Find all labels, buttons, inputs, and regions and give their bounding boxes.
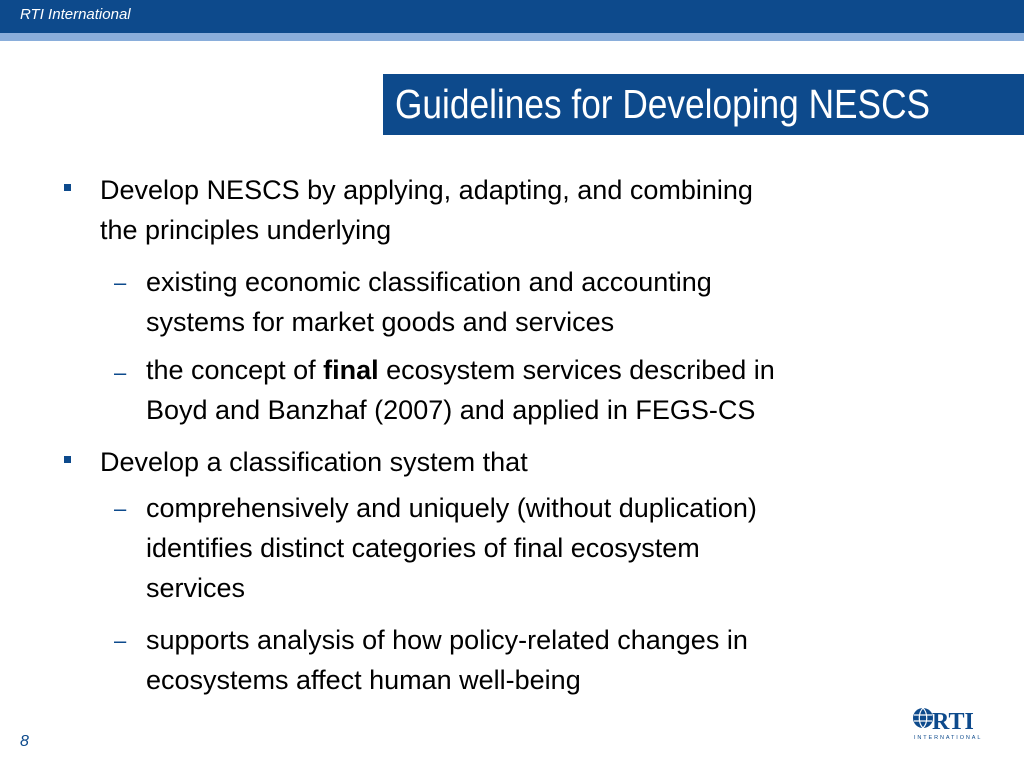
org-name: RTI International	[20, 6, 131, 23]
subbullet-item	[146, 262, 996, 342]
subbullet-line: comprehensively and uniquely (without duplication)	[146, 493, 757, 523]
bullet-item	[100, 170, 950, 250]
square-bullet-icon	[64, 456, 71, 463]
subbullet-line: identifies distinct categories of final ecosystem	[146, 533, 700, 563]
dash-bullet-icon: –	[114, 270, 127, 295]
dash-bullet-icon: –	[114, 360, 127, 385]
subbullet-line	[146, 350, 996, 390]
subbullet-text: the concept of	[146, 355, 324, 385]
subbullet-line: services	[146, 573, 246, 603]
logo-subtext: INTERNATIONAL	[914, 735, 983, 741]
bullet-line: Develop a classification system that	[100, 447, 528, 477]
subbullet-line: Boyd and Banzhaf (2007) and applied in FEGS-CS	[146, 395, 756, 425]
subbullet-line: supports analysis of how policy-related changes in	[146, 625, 748, 655]
subbullet-line: systems for market goods and services	[146, 307, 615, 337]
bullet-line: the principles underlying	[100, 215, 392, 245]
logo-text: RTI	[932, 709, 974, 735]
square-bullet-icon	[64, 184, 71, 191]
bullet-line: Develop NESCS by applying, adapting, and combining	[100, 175, 753, 205]
subbullet-item	[146, 488, 996, 608]
dash-bullet-icon: –	[114, 496, 127, 521]
subbullet-line: existing economic classification and accounting	[146, 267, 712, 297]
subbullet-item	[146, 350, 996, 430]
page-number: 8	[20, 733, 29, 750]
subbullet-item	[146, 620, 996, 700]
dash-bullet-icon: –	[114, 628, 127, 653]
subbullet-line: ecosystems affect human well-being	[146, 665, 581, 695]
subbullet-text: ecosystem services described in	[378, 355, 775, 385]
slide-title: Guidelines for Developing NESCS	[395, 81, 931, 127]
emphasis-final: final	[323, 355, 379, 385]
bullet-item	[100, 442, 950, 482]
rti-logo-icon	[912, 705, 990, 743]
